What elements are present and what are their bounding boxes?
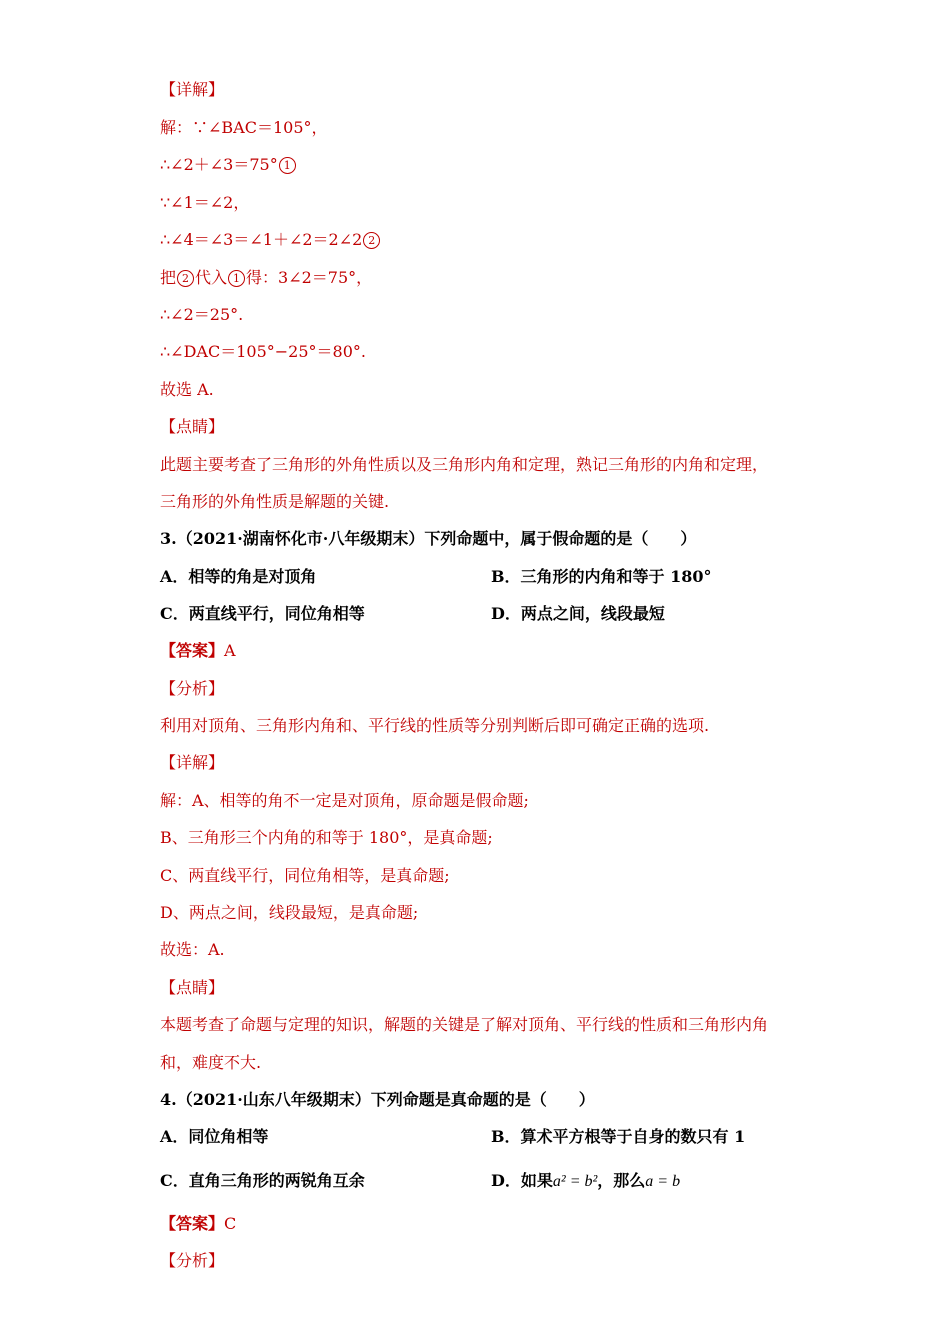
question-stem: 4.（2021·山东八年级期末）下列命题是真命题的是（ ） (160, 1090, 595, 1109)
question-stem: 3.（2021·湖南怀化市·八年级期末）下列命题中，属于假命题的是（ ） (160, 529, 697, 548)
solution-line: 解：A、相等的角不一定是对顶角，原命题是假命题; (160, 791, 529, 810)
solution-line: 把 2 代入 1 得：3∠2＝75°， (160, 268, 373, 287)
option-b: B．三角形的内角和等于 180° (491, 567, 712, 586)
solution-line: B、三角形三个内角的和等于 180°，是真命题; (160, 828, 493, 847)
solution-line: ∴∠DAC＝105°−25°＝80°. (160, 342, 366, 361)
solution-line: ∵∠1＝∠2， (160, 193, 250, 212)
circled-number: 2 (363, 232, 380, 249)
option-a: A．相等的角是对顶角 (160, 567, 317, 586)
equation: a² = b² (552, 1173, 598, 1190)
point-text: 三角形的外角性质是解题的关键. (160, 492, 390, 511)
option-d: D．两点之间，线段最短 (491, 604, 665, 623)
option-c: C．直角三角形的两锐角互余 (160, 1171, 365, 1190)
solution-line: ∴∠4＝∠3＝∠1＋∠2＝2∠2 2 (160, 230, 381, 250)
answer-line: 【答案】A (160, 641, 236, 660)
analysis-tag: 【分析】 (160, 1251, 225, 1270)
solution-line: 故选 A. (160, 380, 214, 399)
point-tag: 【点睛】 (160, 417, 225, 436)
circled-number: 1 (228, 270, 245, 287)
option-d: D．如果a² = b²，那么a = b (491, 1171, 681, 1190)
detail-tag: 【详解】 (160, 80, 225, 99)
solution-line: ∴∠2＝25°. (160, 305, 244, 324)
solution-line: C、两直线平行，同位角相等，是真命题; (160, 866, 450, 885)
point-text: 和，难度不大. (160, 1053, 262, 1072)
circled-number: 1 (279, 157, 296, 174)
solution-line: 故选：A. (160, 940, 225, 959)
equation: a = b (645, 1173, 681, 1190)
option-c: C．两直线平行，同位角相等 (160, 604, 365, 623)
solution-line: ∴∠2＋∠3＝75° 1 (160, 155, 297, 175)
circled-number: 2 (177, 270, 194, 287)
solution-line: D、两点之间，线段最短，是真命题; (160, 903, 419, 922)
option-b: B．算术平方根等于自身的数只有 1 (491, 1127, 746, 1146)
point-text: 本题考查了命题与定理的知识，解题的关键是了解对顶角、平行线的性质和三角形内角 (160, 1015, 769, 1034)
point-text: 此题主要考查了三角形的外角性质以及三角形内角和定理，熟记三角形的内角和定理， (160, 455, 769, 474)
solution-line: 解：∵∠BAC＝105°， (160, 118, 328, 137)
detail-tag: 【详解】 (160, 753, 225, 772)
option-a: A．同位角相等 (160, 1127, 269, 1146)
answer-line: 【答案】C (160, 1214, 237, 1233)
analysis-text: 利用对顶角、三角形内角和、平行线的性质等分别判断后即可确定正确的选项. (160, 716, 710, 735)
point-tag: 【点睛】 (160, 978, 225, 997)
analysis-tag: 【分析】 (160, 679, 225, 698)
